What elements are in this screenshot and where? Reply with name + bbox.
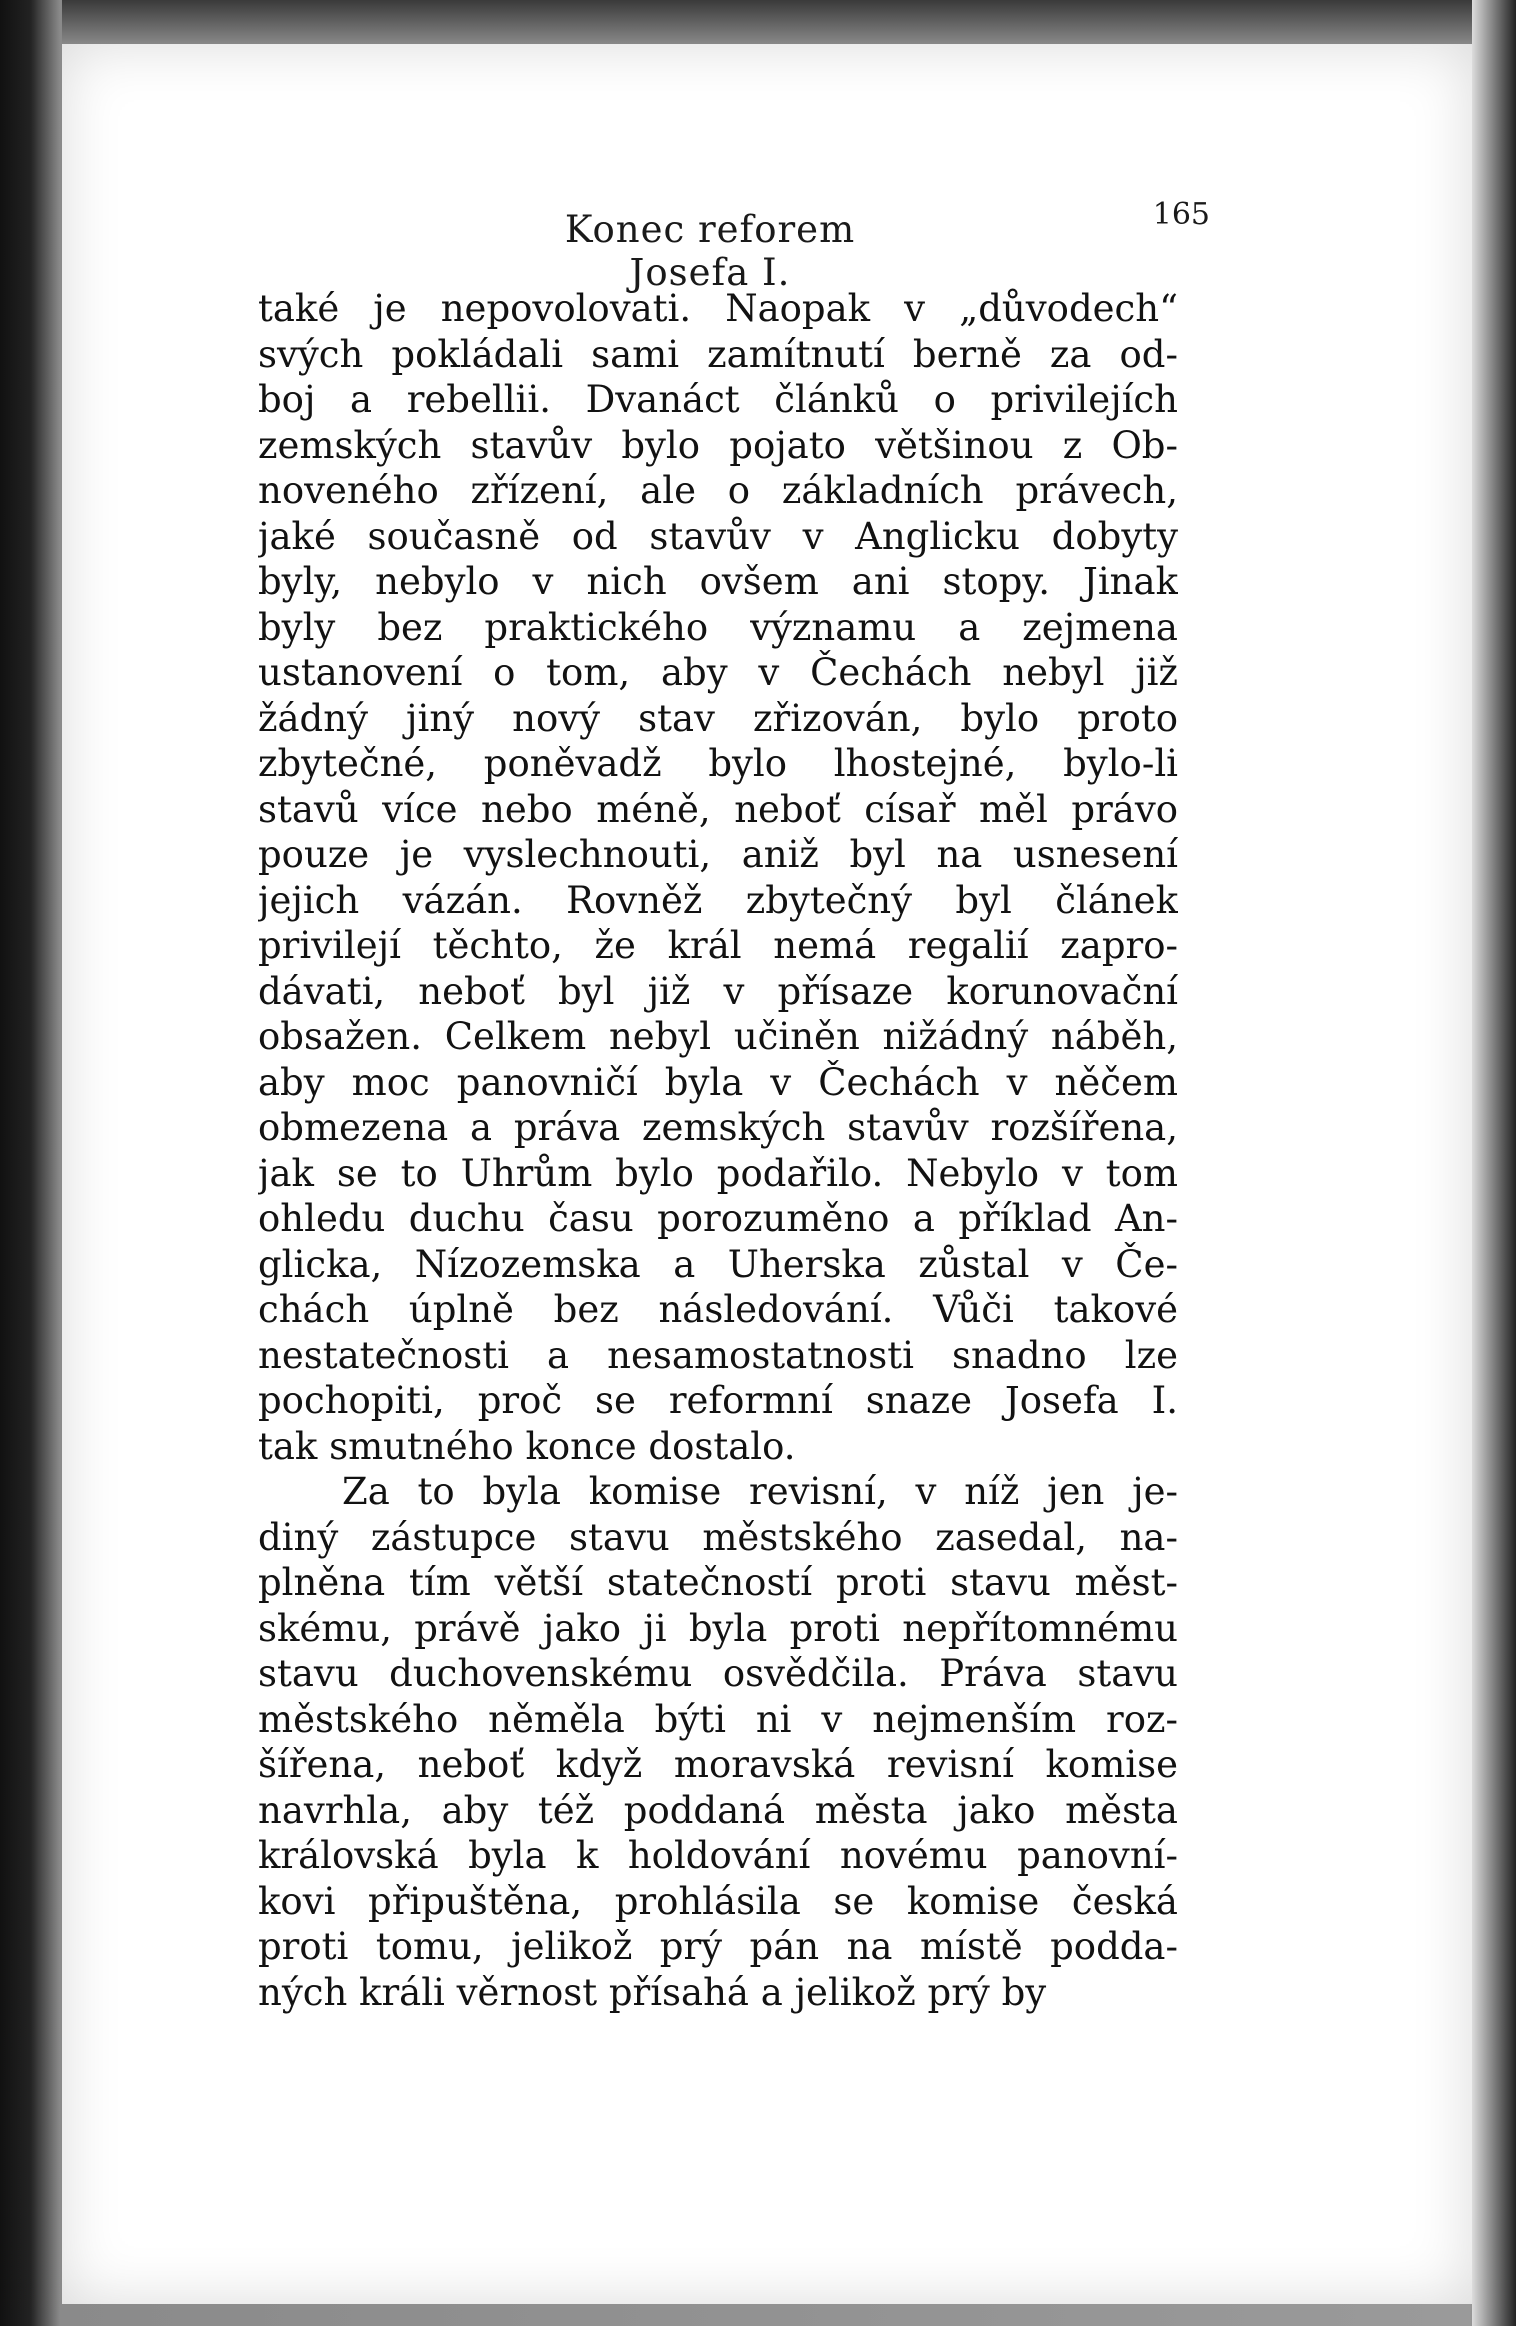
text-line: zbytečné, poněvadž bylo lhostejné, bylo-li xyxy=(258,742,1178,785)
text-line: žádný jiný nový stav zřizován, bylo proto xyxy=(258,696,1178,740)
text-line: diný zástupce stavu městského zasedal, na- xyxy=(258,1515,1178,1559)
text-line: plněna tím větší statečností proti stavu měst- xyxy=(258,1561,1178,1604)
text-line: nestatečnosti a nesamostatnosti snadno lze xyxy=(258,1333,1178,1377)
text-line: jejich vázán. Rovněž zbytečný byl článek xyxy=(258,878,1178,922)
text-line: kovi připuštěna, prohlásila se komise česká xyxy=(258,1879,1178,1923)
text-line: stavu duchovenskému osvědčila. Práva stavu xyxy=(258,1652,1178,1695)
text-line: pouze je vyslechnouti, aniž byl na usnesení xyxy=(258,833,1178,876)
text-line: glicka, Nízozemska a Uherska zůstal v Če- xyxy=(258,1242,1178,1286)
text-line: noveného zřízení, ale o základních právech, xyxy=(258,469,1178,512)
text-line: skému, právě jako ji byla proti nepřítomnému xyxy=(258,1606,1178,1650)
body-text xyxy=(258,286,1178,2015)
text-line: byly, nebylo v nich ovšem ani stopy. Jinak xyxy=(258,560,1178,603)
text-line: aby moc panovničí byla v Čechách v něčem xyxy=(258,1060,1178,1104)
text-line: také je nepovolovati. Naopak v „důvodech“ xyxy=(258,287,1178,330)
text-line: jak se to Uhrům bylo podařilo. Nebylo v tom xyxy=(258,1151,1178,1195)
page-right-edge xyxy=(1472,0,1516,2326)
text-line: obsažen. Celkem nebyl učiněn nižádný náběh, xyxy=(258,1015,1178,1058)
text-line: obmezena a práva zemských stavův rozšířena, xyxy=(258,1106,1178,1149)
book-spine-shadow xyxy=(0,0,60,2326)
text-line: tak smutného konce dostalo. xyxy=(258,1424,796,1468)
text-line: jaké současně od stavův v Anglicku dobyty xyxy=(258,514,1178,558)
text-line: zemských stavův bylo pojato většinou z Ob- xyxy=(258,423,1178,467)
text-line: stavů více nebo méně, neboť císař měl právo xyxy=(258,787,1178,831)
text-line: dávati, neboť byl již v přísaze korunovační xyxy=(258,969,1178,1013)
text-line: Za to byla komise revisní, v níž jen je- xyxy=(342,1470,1178,1513)
text-line: privilejí těchto, že král nemá regalií zapro- xyxy=(258,924,1178,967)
text-line: byly bez praktického významu a zejmena xyxy=(258,605,1178,649)
running-title: Konec reforem Josefa I. xyxy=(564,208,856,294)
text-line: ustanovení o tom, aby v Čechách nebyl již xyxy=(258,651,1178,694)
text-line: proti tomu, jelikož prý pán na místě podda- xyxy=(258,1925,1178,1968)
text-line: pochopiti, proč se reformní snaze Josefa I. xyxy=(258,1379,1178,1422)
text-line: boj a rebellii. Dvanáct článků o privilejích xyxy=(258,378,1178,421)
text-line: svých pokládali sami zamítnutí berně za od- xyxy=(258,332,1178,376)
text-line: ohledu duchu času porozuměno a příklad An- xyxy=(258,1197,1178,1240)
page-number: 165 xyxy=(1152,197,1210,232)
text-line: chách úplně bez následování. Vůči takové xyxy=(258,1288,1178,1331)
text-line: ných králi věrnost přísahá a jelikož prý by xyxy=(258,1970,1047,2014)
text-line: městského něměla býti ni v nejmenším roz- xyxy=(258,1697,1178,1741)
text-line: královská byla k holdování novému panovní- xyxy=(258,1834,1178,1877)
text-line: šířena, neboť když moravská revisní komise xyxy=(258,1743,1178,1786)
page-top-edge xyxy=(62,0,1472,44)
text-line: navrhla, aby též poddaná města jako města xyxy=(258,1788,1178,1832)
